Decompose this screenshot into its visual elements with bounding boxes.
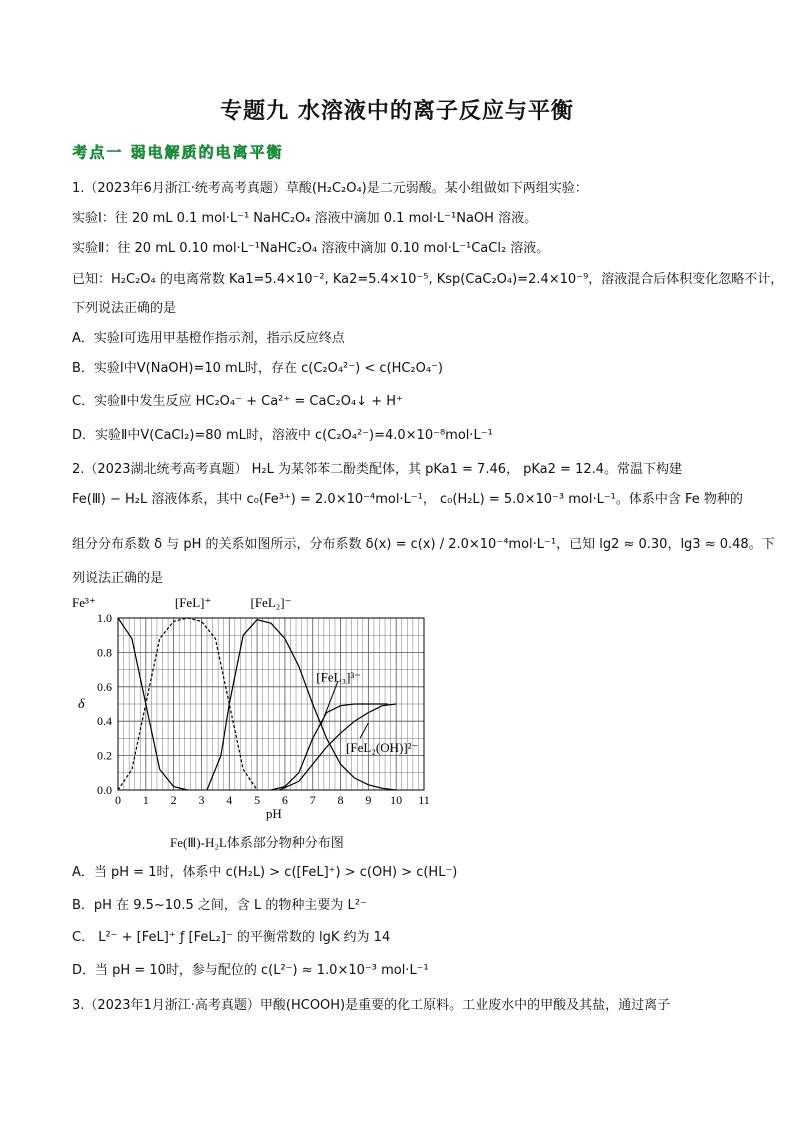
y-tick-label: 0.0 [97,783,112,797]
q2-line-2: Fe(Ⅲ) − H₂L 溶液体系，其中 c₀(Fe³⁺) = 2.0×10⁻⁴mol·L⁻¹， c₀(H₂L) = 5.0×10⁻³ mol·L⁻¹。体系中含 Fe 物种的 [72,492,743,507]
q2-option-a: A．当 pH = 1时，体系中 c(H₂L) > c([FeL]⁺) > c(OH) > c(HL⁻) [72,865,458,880]
series-label: [FeL₂]⁻ [250,595,292,610]
x-tick-label: 9 [365,793,372,807]
q1-option-a: A．实验Ⅰ可选用甲基橙作指示剂，指示反应终点 [72,331,345,346]
q2-option-b: B．pH 在 9.5~10.5 之间，含 L 的物种主要为 L²⁻ [72,898,367,913]
x-tick-label: 8 [337,793,344,807]
y-tick-label: 0.2 [97,748,112,763]
q2-option-c: C． L²⁻ + [FeL]⁺ ƒ [FeL₂]⁻ 的平衡常数的 lgK 约为 14 [72,930,391,945]
q2-ask: 列说法正确的是 [72,571,164,586]
x-tick-label: 6 [281,793,288,807]
q2-stem: 2.（2023湖北统考高考真题） H₂L 为某邻苯二酚类配体，其 pKa1 = 7.46， pKa2 = 12.4。常温下构建 [72,462,683,477]
q1-ask: 下列说法正确的是 [72,301,177,316]
q1-option-b: B．实验Ⅰ中V(NaOH)=10 mL时，存在 c(C₂O₄²⁻) < c(HC₂O₄⁻) [72,361,444,376]
x-tick-label: 7 [309,793,316,807]
y-tick-label: 0.4 [97,714,112,729]
distribution-chart [70,592,440,852]
x-tick-label: 1 [142,793,149,807]
y-tick-label: 0.8 [97,645,112,660]
distribution-chart-svg [70,592,440,832]
series-label: [FeL₂(OH)]²⁻ [346,740,419,756]
arrow-feL2oh [360,723,368,738]
q1-known: 已知：H₂C₂O₄ 的电离常数 Ka1=5.4×10⁻², Ka2=5.4×10⁻⁵, Ksp(CaC₂O₄)=2.4×10⁻⁹，溶液混合后体积变化忽略不计， [72,272,784,287]
y-axis-label: δ [78,697,85,712]
x-tick-label: 2 [170,793,177,807]
q3-stem: 3.（2023年1月浙江·高考真题）甲酸(HCOOH)是重要的化工原料。工业废水中的甲酸及其盐，通过离子 [72,998,671,1013]
chart-caption: Fe(Ⅲ)-H₂L体系部分物种分布图 [170,835,344,850]
q1-stem: 1.（2023年6月浙江·统考高考真题）草酸(H₂C₂O₄)是二元弱酸。某小组做如下两组实验： [72,181,588,196]
x-axis-label: pH [265,806,282,821]
x-tick-label: 0 [115,793,121,807]
x-tick-label: 10 [390,793,403,807]
y-tick-label: 1.0 [97,611,112,625]
y-tick-label: 0.6 [97,679,112,694]
q1-option-d: D．实验Ⅱ中V(CaCl₂)=80 mL时，溶液中 c(C₂O₄²⁻)=4.0×10⁻⁸mol·L⁻¹ [72,428,493,443]
q2-option-d: D．当 pH = 10时，参与配位的 c(L²⁻) ≈ 1.0×10⁻³ mol·L⁻¹ [72,963,429,978]
q2-line-3: 组分分布系数 δ 与 pH 的关系如图所示，分布系数 δ(x) = c(x) / 2.0×10⁻⁴mol·L⁻¹，已知 lg2 ≈ 0.30，lg3 ≈ 0.48。下 [72,537,775,552]
x-tick-label: 3 [198,793,205,807]
q1-experiment-1: 实验Ⅰ：往 20 mL 0.1 mol·L⁻¹ NaHC₂O₄ 溶液中滴加 0.1 mol·L⁻¹NaOH 溶液。 [72,211,538,226]
x-tick-label: 4 [226,793,233,807]
section-heading: 考点一 弱电解质的电离平衡 [72,143,284,161]
series-label: [FeL₃]³⁻ [316,669,362,685]
q1-option-c: C．实验Ⅱ中发生反应 HC₂O₄⁻ + Ca²⁺ = CaC₂O₄↓ + H⁺ [72,394,403,409]
page-title: 专题九 水溶液中的离子反应与平衡 [220,99,574,124]
x-tick-label: 11 [418,793,430,807]
series-label: Fe³⁺ [72,595,96,610]
series-label: [FeL]⁺ [174,595,212,610]
x-tick-label: 5 [254,793,261,807]
q1-experiment-2: 实验Ⅱ：往 20 mL 0.10 mol·L⁻¹NaHC₂O₄ 溶液中滴加 0.10 mol·L⁻¹CaCl₂ 溶液。 [72,241,550,256]
